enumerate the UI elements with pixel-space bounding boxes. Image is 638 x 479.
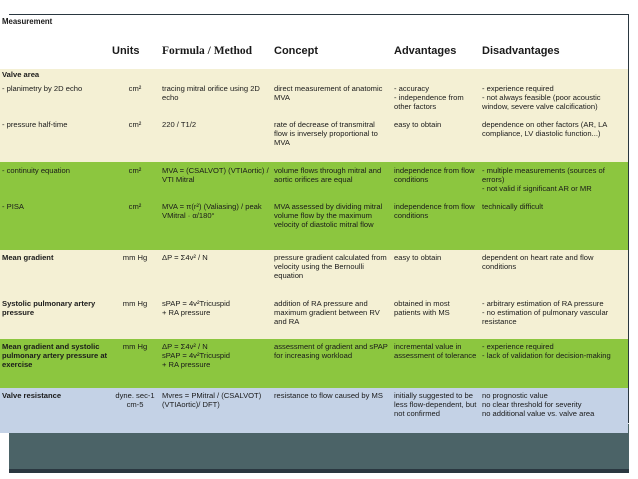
header-units: Units [110,15,160,69]
cell-measurement: Mean gradient [0,250,110,295]
cell-disadvantages: technically difficult [480,198,628,250]
cell-measurement: - PISA [0,198,110,250]
header-measurement: Measurement [0,15,110,69]
table-row [0,250,628,295]
cell-advantages: independence from flow conditions [392,198,480,250]
cell-formula: Mvres = PMitral / (CSALVOT)(VTIAortic)/ DFT) [160,388,272,433]
cell-formula: ΔP = Σ4v² / N [160,250,272,295]
header-concept: Concept [272,15,392,69]
valve-area-label: Valve area [0,69,110,84]
cell-units: mm Hg [110,295,160,339]
cell-measurement: - pressure half-time [0,114,110,162]
cell-advantages: incremental value in assessment of tolerance [392,339,480,388]
cell-measurement: Systolic pulmonary artery pressure [0,295,110,339]
cell-advantages: - accuracy - independence from other factors [392,84,480,114]
cell-formula: 220 / T1/2 [160,114,272,162]
cell-disadvantages: dependence on other factors (AR, LA compliance, LV diastolic function...) [480,114,628,162]
cell-formula: ΔP = Σ4v² / N sPAP = 4v²Tricuspid + RA pressure [160,339,272,388]
cell-advantages: independence from flow conditions [392,162,480,198]
cell-units: cm² [110,162,160,198]
cell-concept: resistance to flow caused by MS [272,388,392,433]
cell-disadvantages: dependent on heart rate and flow conditions [480,250,628,295]
table-row [0,339,628,388]
table-row [0,198,628,250]
cell-units: cm² [110,198,160,250]
cell-formula: MVA = (CSALVOT) (VTIAortic) / VTI Mitral [160,162,272,198]
cell-units: cm² [110,114,160,162]
cell-advantages: easy to obtain [392,250,480,295]
cell-disadvantages: - arbitrary estimation of RA pressure - no estimation of pulmonary vascular resistance [480,295,628,339]
cell-formula: sPAP = 4v²Tricuspid + RA pressure [160,295,272,339]
cell-measurement: - continuity equation [0,162,110,198]
header-advantages: Advantages [392,15,480,69]
cell-units: dyne. sec-1 cm-5 [110,388,160,433]
cell-units: mm Hg [110,250,160,295]
cell-measurement: Valve resistance [0,388,110,433]
cell-concept: addition of RA pressure and maximum gradient between RV and RA [272,295,392,339]
table-row [0,162,628,198]
cell-concept: rate of decrease of transmitral flow is inversely proportional to MVA [272,114,392,162]
table-row [0,114,628,162]
cell-disadvantages: - experience required - not always feasible (poor acoustic window, severe valve calcification) [480,84,628,114]
cell-formula: MVA = π(r²) (Valiasing) / peak VMitral · α/180° [160,198,272,250]
table-row [0,84,628,114]
valve-area-row [0,69,628,84]
cell-disadvantages: - multiple measurements (sources of errors) - not valid if significant AR or MR [480,162,628,198]
cell-units: cm² [110,84,160,114]
cell-measurement: Mean gradient and systolic pulmonary artery pressure at exercise [0,339,110,388]
measurement-table [0,15,628,433]
table-row [0,295,628,339]
cell-disadvantages: - experience required - lack of validation for decision-making [480,339,628,388]
cell-concept: assessment of gradient and sPAP for increasing workload [272,339,392,388]
table-row [0,388,628,433]
header-row [0,15,628,69]
cell-advantages: initially suggested to be less flow-dependent, but not confirmed [392,388,480,433]
cell-formula: tracing mitral orifice using 2D echo [160,84,272,114]
cell-units: mm Hg [110,339,160,388]
cell-concept: direct measurement of anatomic MVA [272,84,392,114]
cell-disadvantages: no prognostic value no clear threshold for severity no additional value vs. valve area [480,388,628,433]
cell-advantages: easy to obtain [392,114,480,162]
cell-concept: MVA assessed by dividing mitral volume flow by the maximum velocity of diastolic mitral flow [272,198,392,250]
cell-concept: pressure gradient calculated from velocity using the Bernoulli equation [272,250,392,295]
cell-advantages: obtained in most patients with MS [392,295,480,339]
cell-concept: volume flows through mitral and aortic orifices are equal [272,162,392,198]
header-disadvantages: Disadvantages [480,15,628,69]
cell-measurement: - planimetry by 2D echo [0,84,110,114]
header-formula: Formula / Method [160,15,272,69]
